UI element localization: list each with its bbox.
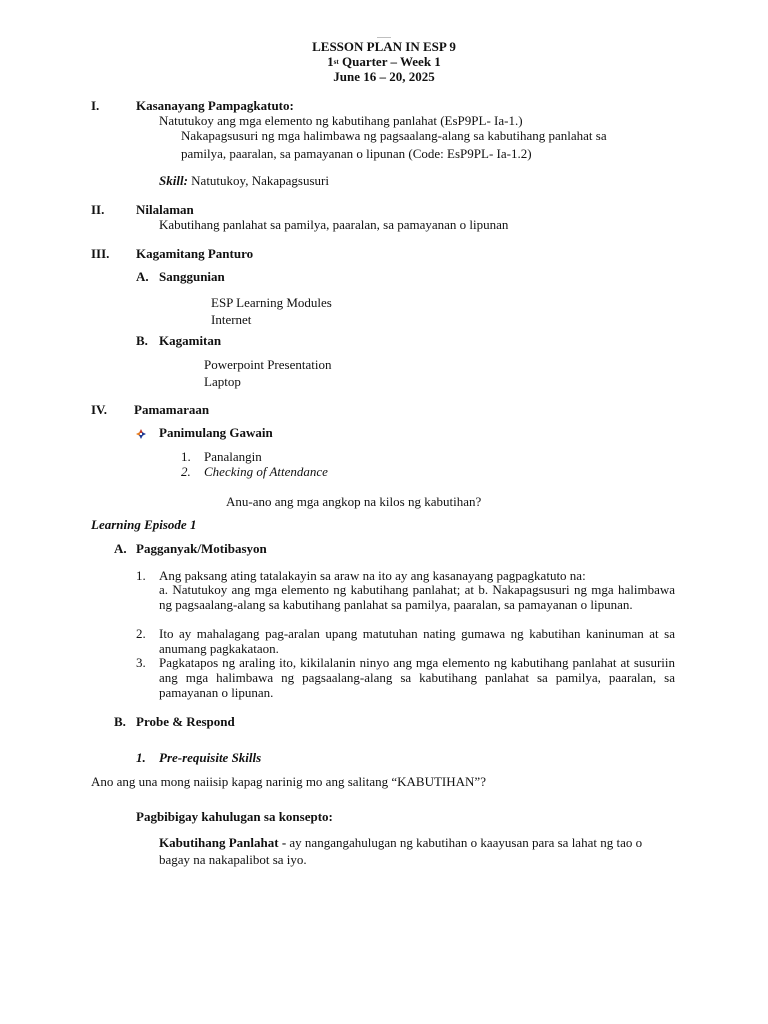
section4-subheading: Panimulang Gawain xyxy=(159,425,273,440)
doc-dates: June 16 – 20, 2025 xyxy=(333,69,435,84)
motibasyon-item: Pagkatapos ng araling ito, kikilalanin ninyo ang mga elemento ng kabutihang panlahat at susuriin ang mga halimbawa ng pagsaalang-alang sa kabutihang panlahat sa pamilya, paaralan, sa pamayanan o lipunan. xyxy=(159,655,675,700)
quarter-num: 1 xyxy=(327,54,334,69)
concept-term: Kabutihang Panlahat - xyxy=(159,835,287,850)
kagamitan-item: Powerpoint Presentation xyxy=(204,357,332,372)
gawain-num: 1. xyxy=(181,449,191,464)
episode-title: Learning Episode 1 xyxy=(91,517,197,532)
episode-b-label: B. xyxy=(114,714,126,729)
motibasyon-item: Ang paksang ating tatalakayin sa araw na ito ay ang kasanayang pagpagkatuto na: xyxy=(159,568,586,583)
concept-definition xyxy=(159,834,675,868)
gawain-num: 2. xyxy=(181,464,191,479)
kagamitan-item: Laptop xyxy=(204,374,241,389)
episode-a-heading: Pagganyak/Motibasyon xyxy=(136,541,267,556)
section3-b-label: B. xyxy=(136,333,148,348)
prereq-heading: Pre-requisite Skills xyxy=(159,750,262,765)
section3-a-heading: Sanggunian xyxy=(159,269,225,284)
motibasyon-item: Ito ay mahalagang pag-aralan upang matutuhan nating gumawa ng kabutihan kaninuman at sa anumang pagkakataon. xyxy=(159,626,675,656)
skill-text: Natutukoy, Nakapagsusuri xyxy=(187,173,329,188)
episode-b-heading: Probe & Respond xyxy=(136,714,235,729)
concept-heading: Pagbibigay kahulugan sa konsepto: xyxy=(136,809,333,824)
episode-a-label: A. xyxy=(114,541,127,556)
prereq-question: Ano ang una mong naiisip kapag narinig mo ang salitang “KABUTIHAN”? xyxy=(91,774,486,789)
header-rule xyxy=(377,37,391,38)
motibasyon-num: 3. xyxy=(136,655,146,670)
arrow-bullet-icon xyxy=(136,429,146,439)
section3-b-heading: Kagamitan xyxy=(159,333,222,348)
sanggunian-item: Internet xyxy=(211,312,252,327)
gawain-item: Checking of Attendance xyxy=(204,464,328,479)
section1-line1: Natutukoy ang mga elemento ng kabutihang panlahat (EsP9PL- Ia-1.) xyxy=(159,113,523,128)
section2-heading: Nilalaman xyxy=(136,202,194,217)
section1-line3: pamilya, paaralan, sa pamayanan o lipunan (Code: EsP9PL- Ia-1.2) xyxy=(181,146,532,161)
doc-quarter xyxy=(0,54,768,70)
prereq-num: 1. xyxy=(136,750,146,765)
gawain-item: Panalangin xyxy=(204,449,262,464)
section1-line2: Nakapagsusuri ng mga halimbawa ng pagsaalang-alang sa kabutihang panlahat sa xyxy=(181,128,607,143)
section1-skill xyxy=(159,173,329,189)
motibasyon-num: 2. xyxy=(136,626,146,641)
section1-numeral: I. xyxy=(91,98,100,113)
section2-numeral: II. xyxy=(91,202,105,217)
gawain-question: Anu-ano ang mga angkop na kilos ng kabutihan? xyxy=(226,494,482,509)
section3-numeral: III. xyxy=(91,246,110,261)
section1-heading: Kasanayang Pampagkatuto: xyxy=(136,98,294,113)
motibasyon-num: 1. xyxy=(136,568,146,583)
section3-heading: Kagamitang Panturo xyxy=(136,246,254,261)
section4-numeral: IV. xyxy=(91,402,108,417)
section2-text: Kabutihang panlahat sa pamilya, paaralan, sa pamayanan o lipunan xyxy=(159,217,509,232)
motibasyon-item: a. Natutukoy ang mga elemento ng kabutihang panlahat; at b. Nakapagsusuri ng mga halimbawa ng pagsaalang-alang sa kabutihang panlahat sa pamilya, paaralan, sa pamayanan o lipunan. xyxy=(159,582,675,612)
skill-label: Skill: xyxy=(159,173,188,188)
section4-heading: Pamamaraan xyxy=(134,402,210,417)
quarter-sup: st xyxy=(333,58,339,66)
concept-text: ay nangangahulugan ng kabutihan o kaayusan para sa lahat ng tao o bagay na nakapalibot sa iyo. xyxy=(159,835,643,867)
sanggunian-item: ESP Learning Modules xyxy=(211,295,332,310)
quarter-rest: Quarter – Week 1 xyxy=(338,54,441,69)
doc-title: LESSON PLAN IN ESP 9 xyxy=(312,39,456,54)
section3-a-label: A. xyxy=(136,269,149,284)
